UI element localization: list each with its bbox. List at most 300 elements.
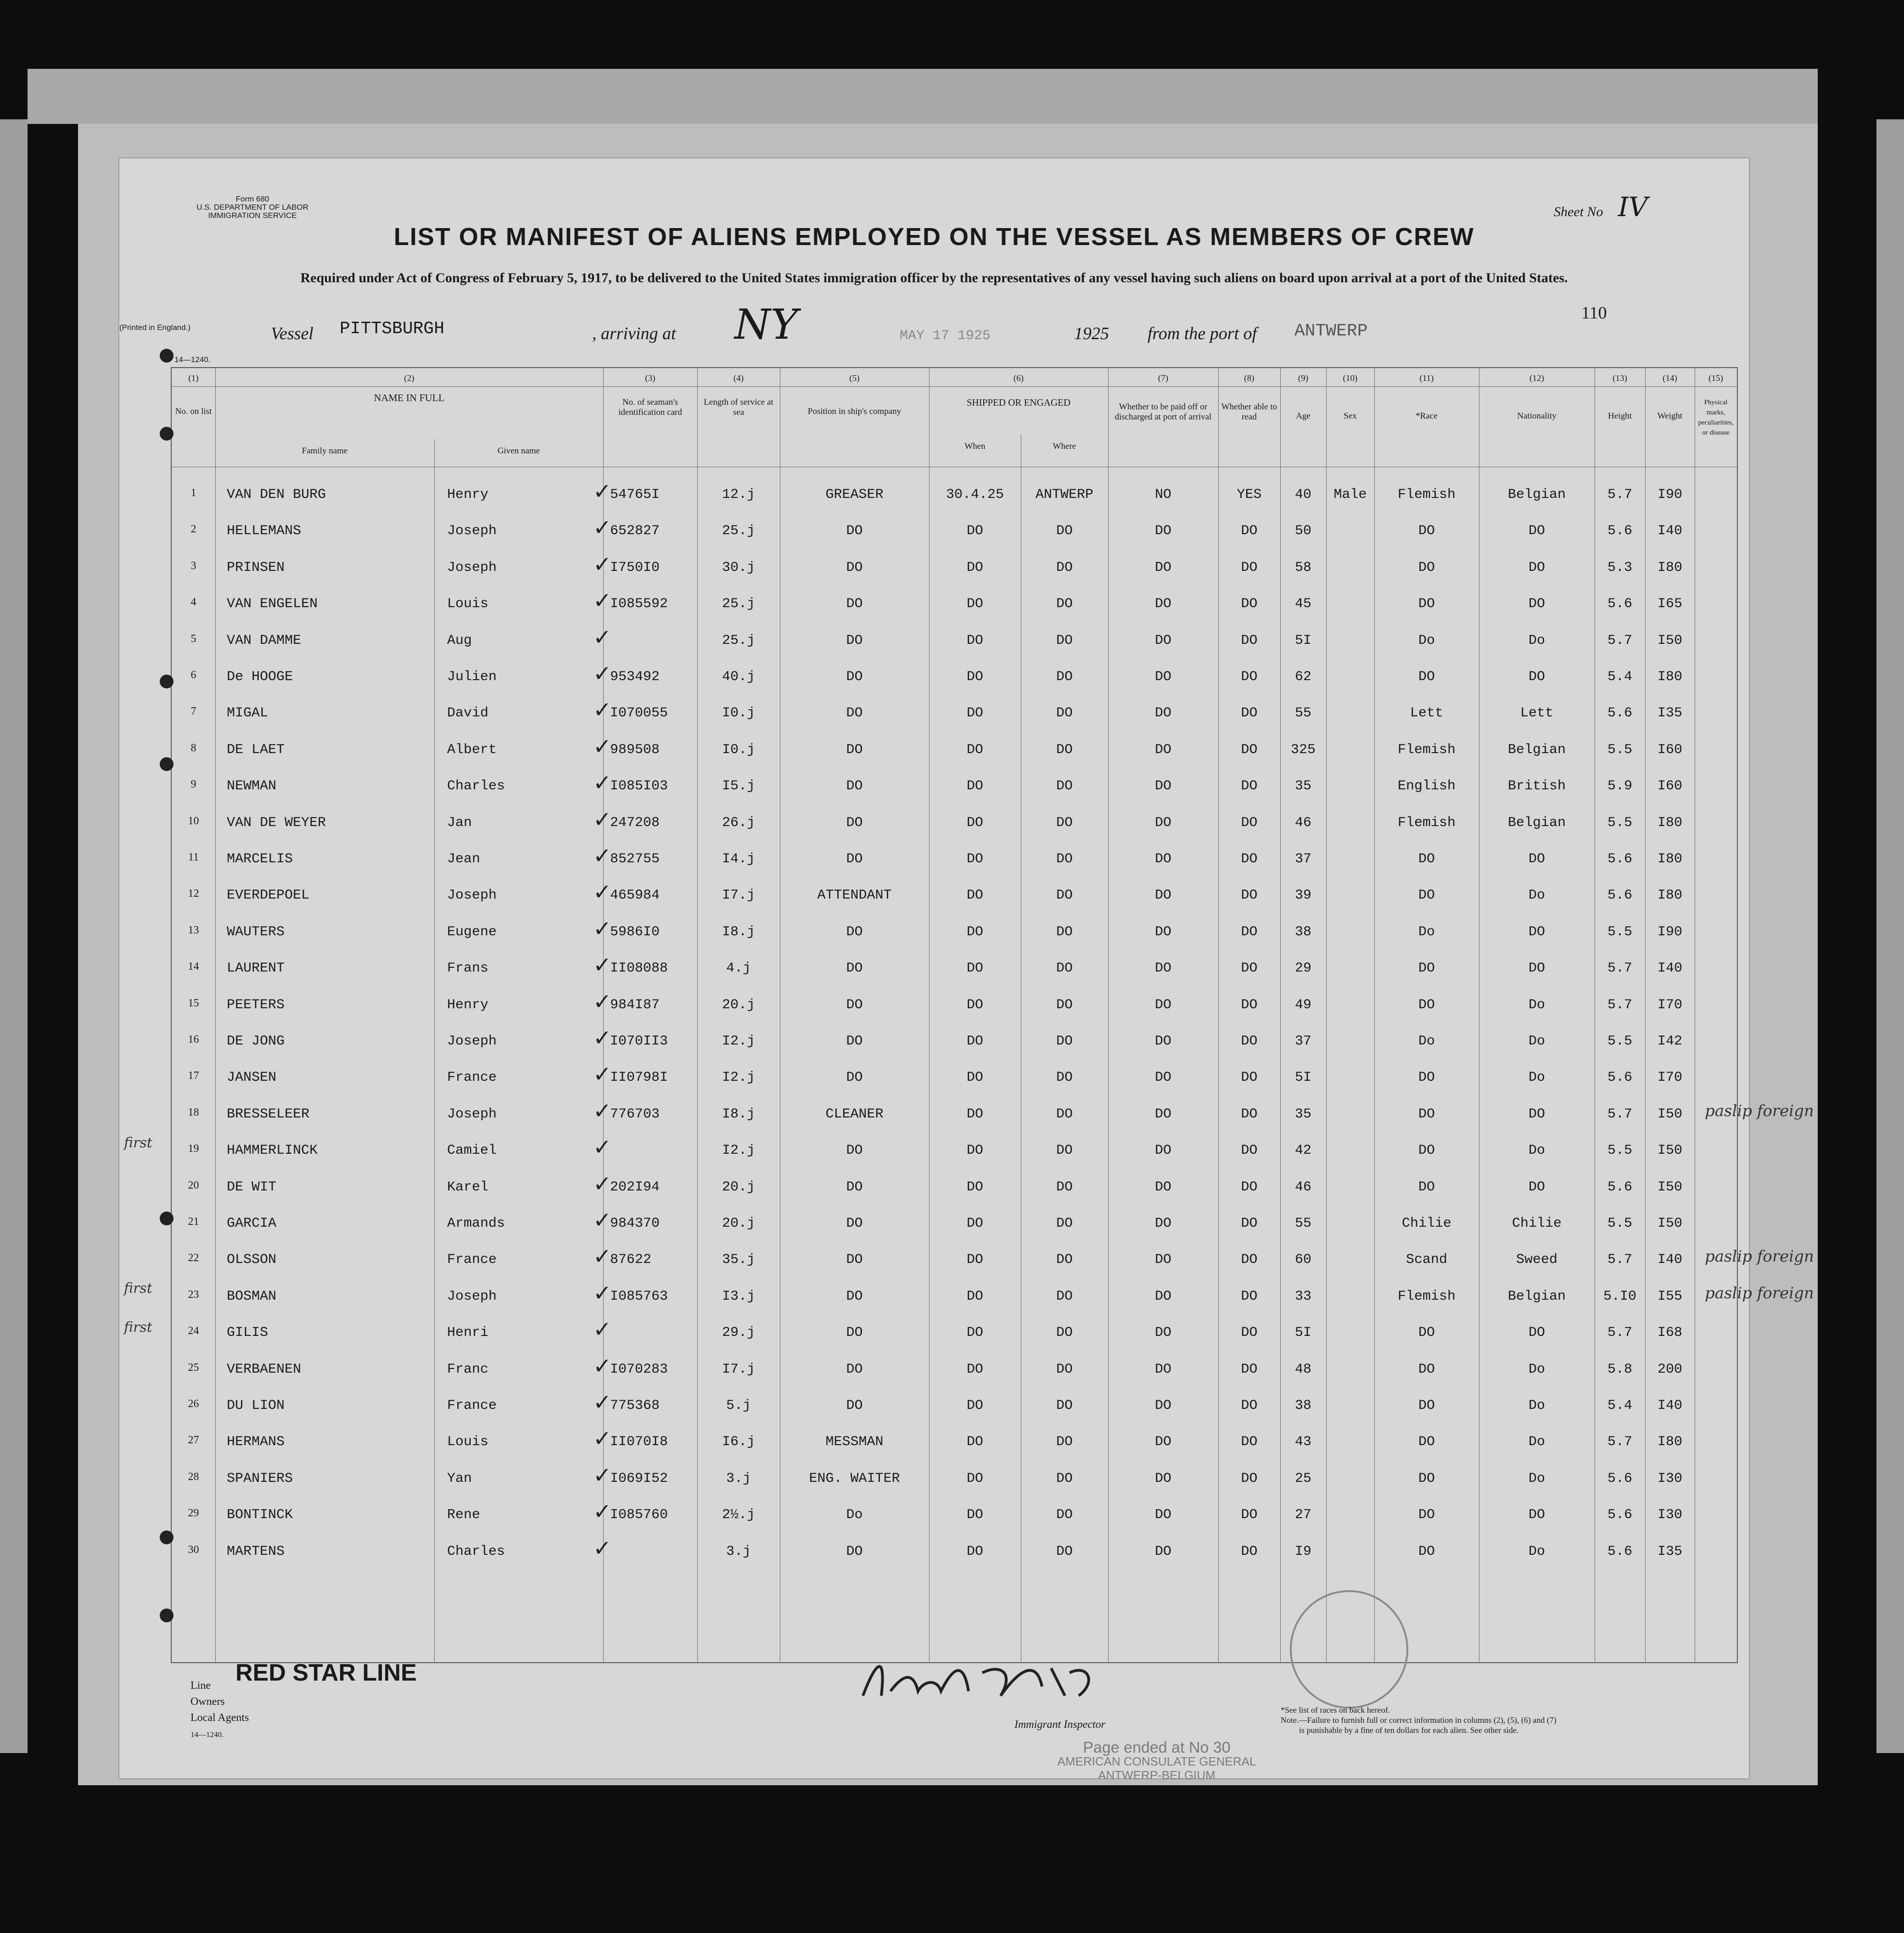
checkmark-icon: ✓ [593, 1353, 612, 1379]
cell-age: 5I [1294, 632, 1311, 648]
cell-when: DO [966, 1106, 983, 1122]
cell-nationality: Lett [1520, 705, 1553, 721]
cell-where: DO [1056, 1507, 1073, 1523]
cell-age: 60 [1294, 1252, 1311, 1268]
cell-family: DE LAET [227, 742, 285, 758]
cell-position: DO [846, 669, 863, 685]
checkmark-icon: ✓ [593, 989, 612, 1015]
cell-position: DO [846, 1070, 863, 1086]
cell-paid: DO [1154, 1398, 1171, 1413]
cell-age: 35 [1294, 778, 1311, 794]
margin-note: first [124, 1135, 152, 1151]
table-row [172, 1423, 1737, 1459]
cell-read: DO [1241, 1398, 1258, 1413]
cell-height: 5.5 [1607, 1143, 1632, 1159]
cell-read: YES [1237, 487, 1262, 503]
cell-when: DO [966, 559, 983, 575]
cell-race: DO [1418, 1361, 1435, 1377]
col15-header: (15) Physical marks, peculiarities, or disease [1698, 374, 1734, 436]
table-row [172, 1205, 1737, 1241]
cell-service: 26.j [722, 815, 755, 831]
cell-sex: Male [1333, 487, 1367, 503]
cell-race: DO [1418, 1106, 1435, 1122]
checkmark-icon: ✓ [593, 1207, 612, 1233]
cell-no: 27 [188, 1434, 199, 1447]
cell-weight: I35 [1657, 705, 1682, 721]
cell-race: Flemish [1397, 742, 1456, 758]
cell-weight: I90 [1657, 924, 1682, 940]
cell-race: DO [1418, 961, 1435, 977]
cell-position: DO [846, 1398, 863, 1413]
cell-race: Flemish [1397, 815, 1456, 831]
cell-nationality: Do [1528, 997, 1545, 1013]
cell-card: 202I94 [610, 1179, 660, 1195]
cell-marks: paslip foreign [1705, 1247, 1814, 1266]
table-row [172, 1496, 1737, 1532]
cell-family: SPANIERS [227, 1470, 293, 1486]
cell-read: DO [1241, 1252, 1258, 1268]
cell-family: DE WIT [227, 1179, 277, 1195]
punch-hole [160, 1531, 174, 1544]
cell-race: DO [1418, 669, 1435, 685]
cell-paid: DO [1154, 1325, 1171, 1341]
cell-service: I2.j [722, 1070, 755, 1086]
cell-race: DO [1418, 1179, 1435, 1195]
table-row [172, 986, 1737, 1022]
cell-race: DO [1418, 888, 1435, 904]
cell-age: 49 [1294, 997, 1311, 1013]
cell-position: MESSMAN [825, 1434, 884, 1450]
cell-no: 8 [190, 742, 196, 754]
cell-family: VAN DEN BURG [227, 487, 326, 503]
table-row [172, 1387, 1737, 1423]
cell-when: DO [966, 1216, 983, 1231]
cell-height: 5.5 [1607, 1216, 1632, 1231]
cell-card: 953492 [610, 669, 660, 685]
cell-race: DO [1418, 1434, 1435, 1450]
page-subtitle: Required under Act of Congress of February 5, 1917, to be delivered to the United States immigration officer by the representatives of any vessel having such aliens on board upon arrival at a port of the United States. [300, 270, 1568, 285]
form-code-top: 14—1240. [174, 355, 211, 364]
cell-race: DO [1418, 523, 1435, 539]
cell-service: I8.j [722, 924, 755, 940]
cell-given: Camiel [447, 1143, 497, 1159]
footer-note-2: Note.—Failure to furnish full or correct information in columns (2), (5), (6) and (7) [1281, 1715, 1557, 1725]
consulate-seal [1290, 1590, 1408, 1709]
cell-family: MIGAL [227, 705, 269, 721]
cell-when: DO [966, 888, 983, 904]
cell-position: DO [846, 1034, 863, 1049]
footer-note-3: is punishable by a fine of ten dollars for each alien. See other side. [1299, 1726, 1519, 1735]
cell-given: Henry [447, 487, 489, 503]
cell-family: VAN DAMME [227, 632, 302, 648]
cell-family: PRINSEN [227, 559, 285, 575]
table-row [172, 1095, 1814, 1132]
cell-height: 5.7 [1607, 632, 1632, 648]
printed-in: (Printed in England.) [119, 323, 190, 332]
checkmark-icon: ✓ [593, 1280, 612, 1306]
cell-race: Do [1418, 924, 1435, 940]
cell-where: DO [1056, 669, 1073, 685]
cell-weight: I65 [1657, 596, 1682, 612]
cell-height: 5.6 [1607, 1543, 1632, 1559]
cell-family: VAN DE WEYER [227, 815, 326, 831]
cell-family: DE JONG [227, 1034, 285, 1049]
cell-weight: I80 [1657, 888, 1682, 904]
cell-where: DO [1056, 705, 1073, 721]
cell-family: LAURENT [227, 961, 285, 977]
cell-race: DO [1418, 1543, 1435, 1559]
cell-paid: DO [1154, 1216, 1171, 1231]
cell-read: DO [1241, 888, 1258, 904]
cell-paid: DO [1154, 1106, 1171, 1122]
cell-card: 775368 [610, 1398, 660, 1413]
cell-position: ATTENDANT [817, 888, 892, 904]
cell-no: 12 [188, 888, 199, 900]
checkmark-icon: ✓ [593, 624, 612, 650]
cell-read: DO [1241, 1507, 1258, 1523]
table-row [172, 840, 1737, 877]
date-stamp: MAY 17 1925 [900, 328, 991, 344]
cell-given: Jan [447, 815, 472, 831]
cell-nationality: DO [1528, 1106, 1545, 1122]
cell-paid: DO [1154, 961, 1171, 977]
cell-no: 18 [188, 1106, 199, 1118]
cell-race: DO [1418, 1507, 1435, 1523]
cell-height: 5.5 [1607, 1034, 1632, 1049]
cell-card: 87622 [610, 1252, 652, 1268]
cell-weight: 200 [1657, 1361, 1682, 1377]
cell-weight: I40 [1657, 961, 1682, 977]
cell-height: 5.4 [1607, 1398, 1632, 1413]
cell-where: DO [1056, 559, 1073, 575]
cell-nationality: Belgian [1507, 1288, 1566, 1304]
cell-height: 5.5 [1607, 924, 1632, 940]
cell-nationality: DO [1528, 523, 1545, 539]
cell-position: DO [846, 742, 863, 758]
table-row [172, 1278, 1814, 1314]
cell-no: 19 [188, 1143, 199, 1155]
cell-card: II08088 [610, 961, 668, 977]
cell-position: DO [846, 1288, 863, 1304]
cell-nationality: Do [1528, 1361, 1545, 1377]
cell-race: Chilie [1401, 1216, 1452, 1231]
col5-header: (5) Position in ship's company [807, 374, 902, 416]
cell-position: DO [846, 705, 863, 721]
cell-family: GARCIA [227, 1216, 277, 1231]
cell-age: 37 [1294, 1034, 1311, 1049]
cell-height: 5.I0 [1603, 1288, 1636, 1304]
cell-age: 50 [1294, 523, 1311, 539]
cell-height: 5.7 [1607, 961, 1632, 977]
cell-nationality: DO [1528, 1179, 1545, 1195]
cell-given: Rene [447, 1507, 481, 1523]
cell-service: I0.j [722, 742, 755, 758]
cell-nationality: Do [1528, 1470, 1545, 1486]
col6-when-header: When [964, 441, 986, 451]
cell-race: DO [1418, 1070, 1435, 1086]
cell-weight: I30 [1657, 1507, 1682, 1523]
table-row [172, 1059, 1737, 1095]
cell-no: 25 [188, 1361, 199, 1374]
table-row [172, 804, 1737, 840]
cell-nationality: Belgian [1507, 487, 1566, 503]
cell-height: 5.7 [1607, 997, 1632, 1013]
cell-height: 5.6 [1607, 705, 1632, 721]
cell-where: DO [1056, 888, 1073, 904]
cell-nationality: Do [1528, 1034, 1545, 1049]
cell-race: DO [1418, 1325, 1435, 1341]
manifest-table [171, 367, 1814, 1663]
cell-age: 58 [1294, 559, 1311, 575]
col14-header: (14) Weight [1657, 374, 1683, 421]
cell-where: DO [1056, 851, 1073, 867]
cell-paid: DO [1154, 924, 1171, 940]
cell-height: 5.7 [1607, 1106, 1632, 1122]
cell-paid: DO [1154, 778, 1171, 794]
cell-height: 5.5 [1607, 815, 1632, 831]
cell-where: DO [1056, 1143, 1073, 1159]
cell-where: DO [1056, 778, 1073, 794]
cell-when: DO [966, 705, 983, 721]
page-title: LIST OR MANIFEST OF ALIENS EMPLOYED ON THE VESSEL AS MEMBERS OF CREW [393, 223, 1475, 251]
cell-position: CLEANER [825, 1106, 884, 1122]
cell-where: DO [1056, 1288, 1073, 1304]
cell-weight: I40 [1657, 523, 1682, 539]
cell-family: BOSMAN [227, 1288, 277, 1304]
cell-when: DO [966, 632, 983, 648]
cell-paid: DO [1154, 1288, 1171, 1304]
cell-no: 10 [188, 815, 199, 827]
cell-weight: I30 [1657, 1470, 1682, 1486]
cell-nationality: DO [1528, 924, 1545, 940]
cell-read: DO [1241, 1216, 1258, 1231]
cell-nationality: DO [1528, 1507, 1545, 1523]
checkmark-icon: ✓ [593, 952, 612, 978]
cell-given: Louis [447, 596, 489, 612]
arriving-port: NY [734, 301, 798, 349]
cell-given: Joseph [447, 1288, 497, 1304]
cell-card: I085I03 [610, 778, 668, 794]
cell-height: 5.8 [1607, 1361, 1632, 1377]
checkmark-icon: ✓ [593, 1134, 612, 1161]
cell-nationality: DO [1528, 596, 1545, 612]
cell-weight: I40 [1657, 1398, 1682, 1413]
cell-weight: I50 [1657, 1143, 1682, 1159]
cell-where: DO [1056, 1325, 1073, 1341]
cell-position: DO [846, 1361, 863, 1377]
cell-paid: DO [1154, 705, 1171, 721]
cell-nationality: Do [1528, 888, 1545, 904]
cell-given: Joseph [447, 523, 497, 539]
cell-age: 38 [1294, 1398, 1311, 1413]
cell-paid: DO [1154, 669, 1171, 685]
cell-weight: I50 [1657, 1216, 1682, 1231]
cell-service: 20.j [722, 997, 755, 1013]
table-row [172, 950, 1737, 986]
cell-weight: I60 [1657, 778, 1682, 794]
col13-header: (13) Height [1608, 374, 1632, 421]
cell-given: Armands [447, 1216, 505, 1231]
agents-label: Local Agents [190, 1712, 249, 1724]
cell-nationality: DO [1528, 851, 1545, 867]
cell-age: 43 [1294, 1434, 1311, 1450]
cell-service: I8.j [722, 1106, 755, 1122]
cell-position: GREASER [825, 487, 884, 503]
cell-height: 5.6 [1607, 596, 1632, 612]
cell-age: 33 [1294, 1288, 1311, 1304]
cell-when: DO [966, 1507, 983, 1523]
checkmark-icon: ✓ [593, 916, 612, 942]
cell-where: DO [1056, 523, 1073, 539]
cell-given: Henri [447, 1325, 489, 1341]
cell-paid: DO [1154, 523, 1171, 539]
cell-age: 39 [1294, 888, 1311, 904]
cell-position: DO [846, 1543, 863, 1559]
cell-race: DO [1418, 1398, 1435, 1413]
cell-height: 5.6 [1607, 1470, 1632, 1486]
table-row [172, 694, 1737, 731]
service-name: IMMIGRATION SERVICE [208, 211, 297, 220]
cell-age: 62 [1294, 669, 1311, 685]
cell-nationality: DO [1528, 961, 1545, 977]
cell-nationality: Do [1528, 1143, 1545, 1159]
cell-given: Frans [447, 961, 489, 977]
cell-paid: DO [1154, 632, 1171, 648]
cell-card: I750I0 [610, 559, 660, 575]
cell-family: HELLEMANS [227, 523, 302, 539]
cell-no: 13 [188, 924, 199, 936]
cell-service: 2½.j [722, 1507, 755, 1523]
checkmark-icon: ✓ [593, 661, 612, 687]
cell-family: BRESSELEER [227, 1106, 310, 1122]
cell-age: 45 [1294, 596, 1311, 612]
col1-header: (1) No. on list [175, 374, 212, 416]
cell-when: 30.4.25 [946, 487, 1004, 503]
cell-paid: DO [1154, 1252, 1171, 1268]
cell-given: Eugene [447, 924, 497, 940]
cell-age: 37 [1294, 851, 1311, 867]
cell-paid: DO [1154, 1361, 1171, 1377]
cell-when: DO [966, 997, 983, 1013]
cell-height: 5.7 [1607, 1434, 1632, 1450]
checkmark-icon: ✓ [593, 1462, 612, 1488]
cell-service: 5.j [726, 1398, 751, 1413]
cell-height: 5.7 [1607, 1252, 1632, 1268]
checkmark-icon: ✓ [593, 1390, 612, 1415]
table-row [172, 476, 1737, 512]
cell-card: I085763 [610, 1288, 668, 1304]
cell-height: 5.6 [1607, 851, 1632, 867]
line-value: RED STAR LINE [235, 1659, 417, 1686]
checkmark-icon: ✓ [593, 588, 612, 614]
cell-service: 40.j [722, 669, 755, 685]
cell-race: DO [1418, 851, 1435, 867]
cell-card: 984I87 [610, 997, 660, 1013]
cell-read: DO [1241, 1070, 1258, 1086]
cell-card: I070283 [610, 1361, 668, 1377]
cell-service: I6.j [722, 1434, 755, 1450]
cell-paid: NO [1154, 487, 1171, 503]
cell-read: DO [1241, 1543, 1258, 1559]
cell-nationality: Do [1528, 1070, 1545, 1086]
cell-card: I085592 [610, 596, 668, 612]
cell-service: 3.j [726, 1543, 751, 1559]
cell-read: DO [1241, 1143, 1258, 1159]
cell-given: Henry [447, 997, 489, 1013]
cell-card: II070I8 [610, 1434, 668, 1450]
cell-given: Franc [447, 1361, 489, 1377]
cell-age: 27 [1294, 1507, 1311, 1523]
cell-card: I070II3 [610, 1034, 668, 1049]
table-row [172, 731, 1737, 767]
cell-given: Jean [447, 851, 481, 867]
cell-given: Louis [447, 1434, 489, 1450]
cell-read: DO [1241, 669, 1258, 685]
cell-position: DO [846, 924, 863, 940]
table-row [172, 1533, 1737, 1569]
cell-family: DU LION [227, 1398, 285, 1413]
cell-nationality: DO [1528, 669, 1545, 685]
cell-given: David [447, 705, 489, 721]
inspector-signature [849, 1645, 1125, 1714]
cell-marks: paslip foreign [1705, 1101, 1814, 1120]
checkmark-icon: ✓ [593, 1171, 612, 1197]
cell-service: 20.j [722, 1216, 755, 1231]
cell-nationality: Do [1528, 1398, 1545, 1413]
cell-paid: DO [1154, 997, 1171, 1013]
cell-weight: I35 [1657, 1543, 1682, 1559]
cell-given: Joseph [447, 1034, 497, 1049]
cell-height: 5.6 [1607, 523, 1632, 539]
cell-no: 24 [188, 1325, 199, 1337]
cell-paid: DO [1154, 1507, 1171, 1523]
cell-read: DO [1241, 1325, 1258, 1341]
cell-race: Lett [1410, 705, 1443, 721]
cell-nationality: British [1507, 778, 1566, 794]
cell-nationality: Do [1528, 1543, 1545, 1559]
cell-card: 652827 [610, 523, 660, 539]
cell-paid: DO [1154, 851, 1171, 867]
cell-age: 5I [1294, 1325, 1311, 1341]
cell-where: DO [1056, 1434, 1073, 1450]
cell-position: DO [846, 559, 863, 575]
cell-given: Julien [447, 669, 497, 685]
cell-family: NEWMAN [227, 778, 277, 794]
cell-family: VAN ENGELEN [227, 596, 318, 612]
punch-hole [160, 427, 174, 441]
cell-when: DO [966, 1143, 983, 1159]
checkmark-icon: ✓ [593, 551, 612, 577]
table-row [172, 1351, 1737, 1387]
cell-position: DO [846, 1252, 863, 1268]
cell-no: 2 [190, 523, 196, 536]
cell-race: DO [1418, 1143, 1435, 1159]
cell-when: DO [966, 1434, 983, 1450]
cell-service: 12.j [722, 487, 755, 503]
from-port: ANTWERP [1294, 321, 1368, 341]
cell-when: DO [966, 961, 983, 977]
cell-height: 5.3 [1607, 559, 1632, 575]
punch-hole [160, 349, 174, 363]
checkmark-icon: ✓ [593, 1061, 612, 1088]
cell-card: I070055 [610, 705, 668, 721]
cell-read: DO [1241, 705, 1258, 721]
cell-position: DO [846, 997, 863, 1013]
cell-weight: I68 [1657, 1325, 1682, 1341]
cell-read: DO [1241, 815, 1258, 831]
cell-where: DO [1056, 1216, 1073, 1231]
cell-height: 5.5 [1607, 742, 1632, 758]
